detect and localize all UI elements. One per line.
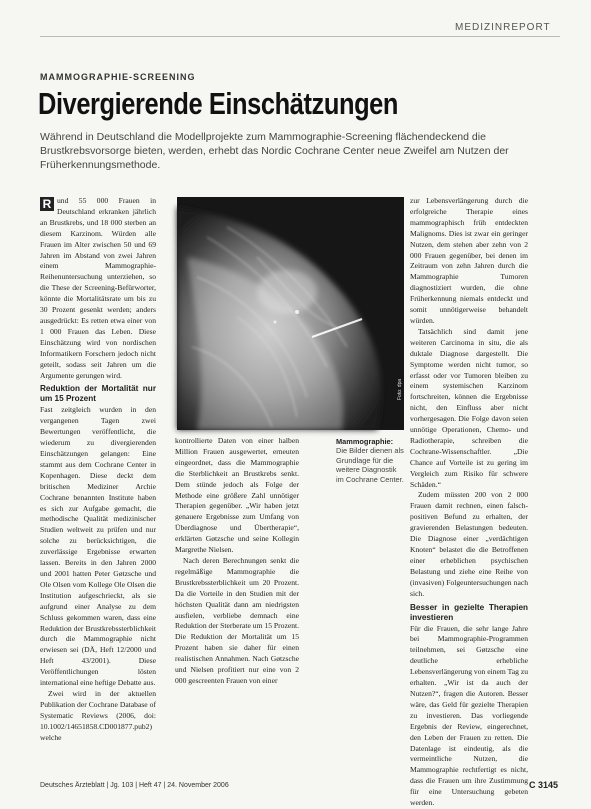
photo-credit: Foto: dpa [397,378,403,400]
caption-label: Mammographie: [336,437,394,446]
text-column-1 [40,196,156,771]
paragraph: zur Lebensverlängerung durch die erfolgreiche Therapie eines mammographisch früh entdeckten Malignoms. Dies ist zwar ein geringer Nutzen, dem stehen aber zehn von 2 000 Frauen gegenüber, bei denen im Zeitraum von zehn Jahren durch die Mammographie Tumoren diagnostiziert wurden, die ohne Früherkennung niemals entdeckt und somit unnötigerweise behandelt würden. [410,196,528,325]
photo-caption [336,437,404,484]
footer-citation: Deutsches Ärzteblatt | Jg. 103 | Heft 47 | 24. November 2006 [40,782,229,789]
subheading: Reduktion der Mortalität nur um 15 Prozent [40,384,156,404]
article-lead: Während in Deutschland die Modellprojekte zum Mammographie-Screening flächendeckend die Brustkrebsvorsorge bieten, werden, erhebt das Nordic Cochrane Center neue Zweifel am Nutzen der Früherkennungsmethode. [40,131,509,171]
article-kicker: MAMMOGRAPHIE-SCREENING [40,72,196,82]
page-number: C 3145 [529,780,559,790]
paragraph: Nach deren Berechnungen senkt die regelmäßige Mammographie die Brustkrebssterblichkeit um 20 Prozent. Da die Vorteile in den Studien mit der höchsten Qualität dann am niedrigsten ausfielen, verbliebe demnach eine Reduktion der Sterberate um 15 Prozent. Die Reduktion der Mortalität um 15 Prozent haben sie daher für einen realistischen Annahmen. Nach Gøtzsche und Nielsen profitiert nur eine von 2 000 gescreenten Frauen von einer [175,555,299,685]
paragraph: Zudem müssten 200 von 2 000 Frauen damit rechnen, einen falsch-positiven Befund zu erhalten, der gravierenden Belastungen bedeuten. Die Diagnose einer „verdächtigen Knoten“ belastet die die Betroffenen einer erheblichen psychischen Belastung und ziehe eine Reihe von (invasiven) Folgeuntersuchungen nach sich. [410,490,528,598]
paragraph: Für die Frauen, die sehr lange Jahre bei Mammographie-Programmen teilnehmen, sei Gøtzsche eine deutliche erhebliche Lebensverlängerung von einem Tag zu erhalten. „Wir ist da auch der Nutzen?“, fragen die Autoren. Besser wäre, das Geld für gezielte Therapien zu investieren. Das vorliegende Ergebnis der Review, eingerechnet, den Leben der Frauen zu retten. Die Datenlage ist eindeutig, als die vermeintliche Nutzen, die Mammographie rechtfertigt es nicht, dass die Frauen um ihre Zustimmung für eine Untersuchung gebeten werden. [410,623,528,808]
paragraph: Tatsächlich sind damit jene weiteren Carcinoma in situ, die als duktale Diagnose dargestellt. Die Symptome werden nicht tumor, so erfasst oder vor Tumoren bleiben zu einem systemischen Karzinom fortschreiten, können die Ergebnisse nicht, den Einfluss aber nicht vorhergesagen. Die Folge davon seien unnötige Operationen, Chemo- und Radiotherapie, schreiben die Cochrane-Wissenschaftler. „Die Chance auf Vorteile ist zu gering im Vergleich zum Risiko für schwere Schäden.“ [410,326,528,489]
paragraph: Fast zeitgleich wurden in den vergangenen Tagen zwei Bewertungen veröffentlicht, die wiederum zu divergierenden Einschätzungen gelangen: Eine stammt aus dem Cochrane Center in Kopenhagen. Diese deckt dem britischen Mediziner Archie Cochrane benannten Institute haben es sich zur Aufgabe gemacht, die methodische Qualität medizinischer Studien weltweit zu prüfen und nur solche zu berücksichtigen, die zuverlässige Ergebnisse erwarten lassen. Bereits in den Jahren 2000 und 2001 hatten Peter Gøtzsche und Ole Olsen vom Kollege Ole Olsen die Institution aufgeschrieckt, als sie aufgrund einer Analyse zu dem Schluss gekommen waren, dass eine Reduktion der Brustkrebssterblichkeit durch die Mammographie nicht erwiesen sei (DÄ, Heft 12/2000 und Heft 43/2001). Diese Veröffentlichungen lösten international eine heftige Debatte aus. [40,405,156,688]
mammogram-image [177,197,404,430]
article-title: Divergierende Einschätzungen [38,86,399,121]
paragraph: kontrollierte Daten von einer halben Million Frauen ausgewertet, erneuten eingeordnet, dass die Mammographie die Sterblichkeit an Brustkrebs senkt. Dem stünde jedoch als Folge der Methode eine größere Zahl unnötiger Therapien gegenüber. „Wir haben jetzt genauere Ergebnisse zum Umfang von Überdiagnose und Übertherapie“, erklärten Gøtzsche und seine Kollegin Margrethe Nielsen. [175,436,299,555]
section-tag: MEDIZINREPORT [455,22,551,33]
text-column-2 [175,436,299,771]
subheading: Besser in gezielte Therapien investieren [410,602,528,622]
mammogram-photo [177,197,404,430]
paragraph: und 55 000 Frauen in Deutschland erkranken jährlich an Brustkrebs, und 18 000 sterben an diesem Karzinom. Würden alle Frauen im Alter zwischen 50 und 69 Jahren im Abstand von zwei Jahren einem Mammographie-Reihenuntersuchung unterziehen, so die These der Screening-Befürworter, könnte die Mortalitätsrate um bis zu 30 Prozent gesenkt werden; anders ausgedrückt: Es retten etwa einer von 1 000 Frauen das Leben. Diese Einschätzung wird von nordischen Informatikern Forschern jedoch nicht geteilt, sodass seit Jahren um die Argumente gerungen wird. [40,196,156,380]
text-column-3 [410,196,528,808]
paragraph: Zwei wird in der aktuellen Publikation der Cochrane Database of Systematic Reviews (2006, doi: 10.1002/14651858.CD001877.pub2) welche [40,688,156,742]
caption-text: Die Bilder dienen als Grundlage für die weitere Diagnostik im Cochrane Center. [336,446,404,484]
header-rule [40,36,560,37]
drop-cap: R [40,197,54,211]
